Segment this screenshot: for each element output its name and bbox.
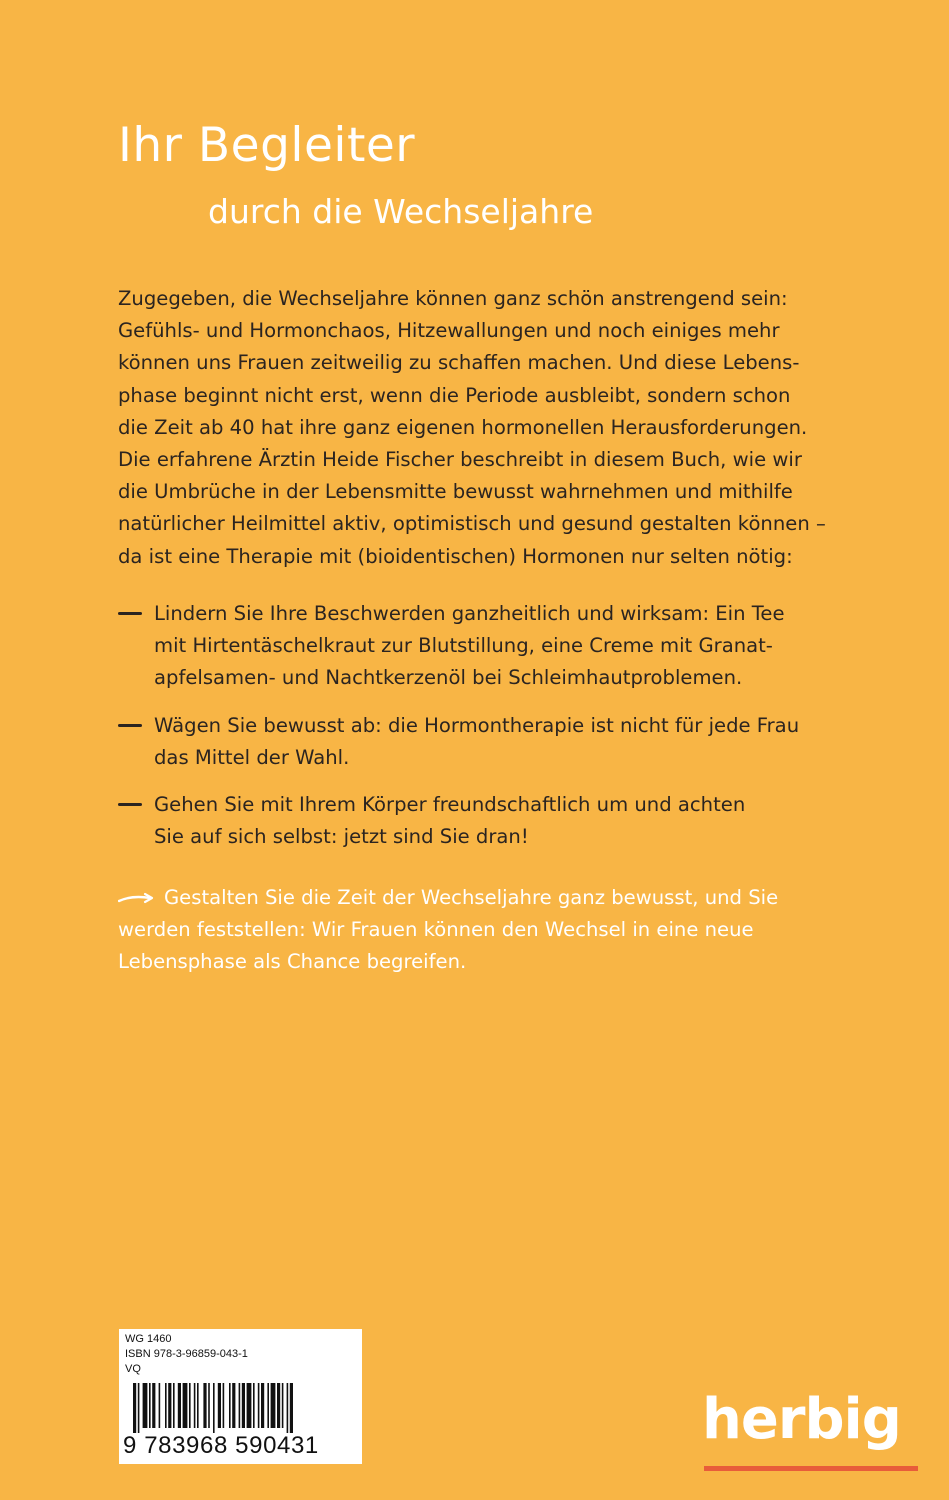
intro-line: können uns Frauen zeitweilig zu schaffen machen. Und diese Lebens- xyxy=(118,351,800,375)
barcode-bar xyxy=(271,1383,276,1428)
bullet-line: Lindern Sie Ihre Beschwerden ganzheitlich und wirksam: Ein Tee xyxy=(154,602,785,625)
closing-line: Lebensphase als Chance begreifen. xyxy=(118,950,467,974)
barcode-bar xyxy=(239,1383,241,1428)
bullet-line: Wägen Sie bewusst ab: die Hormontherapie ist nicht für jede Frau xyxy=(154,713,800,737)
closing-line: Gestalten Sie die Zeit der Wechseljahre ganz bewusst, und Sie xyxy=(164,886,779,909)
barcode-bar xyxy=(218,1383,221,1428)
intro-text xyxy=(118,283,838,573)
logo-underline xyxy=(704,1466,918,1471)
intro-line: die Zeit ab 40 hat ihre ganz eigenen hormonellen Herausforderungen. xyxy=(118,415,808,439)
barcode-bar xyxy=(189,1383,191,1428)
barcode-bar xyxy=(178,1383,181,1428)
barcode-bar xyxy=(267,1383,269,1428)
barcode-number: 9 783968 590431 xyxy=(123,1432,319,1459)
barcode-bar xyxy=(194,1383,196,1428)
intro-line: da ist eine Therapie mit (bioidentischen) Hormonen nur selten nötig: xyxy=(118,544,793,568)
barcode-bar xyxy=(133,1383,136,1433)
barcode-bar xyxy=(290,1383,293,1433)
barcode-bar xyxy=(143,1383,148,1428)
intro-line: natürlicher Heilmittel aktiv, optimistisch und gesund gestalten können – xyxy=(118,512,826,536)
closing-text xyxy=(118,882,858,979)
bullet-item xyxy=(118,710,858,774)
bullet-line: Sie auf sich selbst: jetzt sind Sie dran! xyxy=(154,825,529,849)
barcode-bar xyxy=(138,1383,140,1433)
barcode-bar xyxy=(197,1383,199,1428)
barcode-bar xyxy=(152,1383,155,1428)
barcode-bar xyxy=(242,1383,245,1428)
barcode-bar xyxy=(203,1383,206,1428)
bullet-item xyxy=(118,598,858,695)
barcode-bar xyxy=(213,1383,215,1433)
barcode-bar xyxy=(258,1383,260,1428)
barcode-bar xyxy=(229,1383,231,1428)
barcode-bar xyxy=(173,1383,175,1428)
title-line-1: Ihr Begleiter xyxy=(118,118,416,173)
publisher-logo: herbig xyxy=(702,1387,901,1452)
intro-line: Zugegeben, die Wechseljahre können ganz schön anstrengend sein: xyxy=(118,287,788,310)
barcode-bar xyxy=(282,1383,284,1428)
bullet-item xyxy=(118,789,858,853)
barcode-bar xyxy=(168,1383,171,1428)
barcode-bar xyxy=(149,1383,151,1428)
bullet-line: das Mittel der Wahl. xyxy=(154,745,350,769)
barcode-bar xyxy=(277,1383,280,1428)
intro-line: Die erfahrene Ärztin Heide Fischer beschreibt in diesem Buch, wie wir xyxy=(118,447,802,471)
barcode-bar xyxy=(183,1383,188,1428)
intro-line: Gefühls- und Hormonchaos, Hitzewallungen und noch einiges mehr xyxy=(118,319,780,343)
title-line-2: durch die Wechseljahre xyxy=(208,192,594,231)
barcode-bar xyxy=(159,1383,161,1428)
vq-code: VQ xyxy=(125,1363,141,1375)
bullet-list xyxy=(118,598,858,868)
barcode-bar xyxy=(287,1383,289,1433)
closing-line: werden feststellen: Wir Frauen können den Wechsel in eine neue xyxy=(118,918,754,942)
bullet-line: apfelsamen- und Nachtkerzenöl bei Schleimhautproblemen. xyxy=(154,666,743,690)
barcode-bar xyxy=(223,1383,225,1428)
bullet-line: mit Hirtentäschelkraut zur Blutstillung, eine Creme mit Granat- xyxy=(154,634,773,658)
barcode-bar xyxy=(253,1383,255,1428)
barcode-bar xyxy=(261,1383,264,1428)
barcode-label xyxy=(119,1329,362,1464)
intro-line: phase beginnt nicht erst, wenn die Periode ausbleibt, sondern schon xyxy=(118,383,791,407)
barcode-bar xyxy=(165,1383,167,1428)
intro-line: die Umbrüche in der Lebensmitte bewusst wahrnehmen und mithilfe xyxy=(118,480,793,504)
dash-icon xyxy=(118,724,142,727)
barcode-bar xyxy=(247,1383,252,1428)
bullet-line: Gehen Sie mit Ihrem Körper freundschaftlich um und achten xyxy=(154,792,746,816)
dash-icon xyxy=(118,803,142,806)
barcode-bar xyxy=(232,1383,235,1428)
isbn: ISBN 978-3-96859-043-1 xyxy=(125,1348,248,1360)
product-code: WG 1460 xyxy=(125,1333,172,1345)
barcode-bar xyxy=(208,1383,210,1428)
arrow-icon xyxy=(118,891,158,905)
barcode-bars xyxy=(133,1383,349,1433)
dash-icon xyxy=(118,612,142,615)
